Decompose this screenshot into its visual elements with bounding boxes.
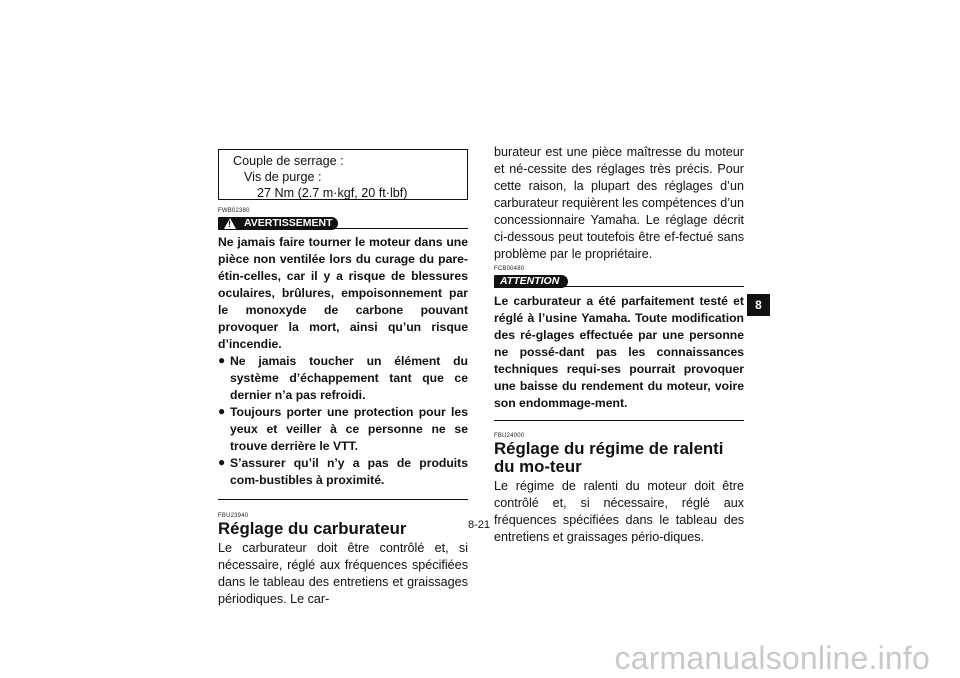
torque-value: 27 Nm (2.7 m·kgf, 20 ft·lbf) <box>257 186 408 200</box>
section-code: FBU24000 <box>494 433 525 439</box>
warning-banner <box>218 217 468 230</box>
watermark: carmanualsonline.info <box>614 640 930 676</box>
attention-banner <box>494 275 744 288</box>
section-body-continued: burateur est une pièce maîtresse du moteur et né-cessite des réglages très précis. Pour cette raison, la plupart des réglages d’un carburateur requièrent les compétences d’un concessionnaire Yamaha. Le réglage décrit ci-dessous peut toutefois être ef-fectué sans problème par le propriétaire. <box>494 145 744 261</box>
section-body: Le régime de ralenti du moteur doit être contrôlé et, si nécessaire, réglé aux fréquences spécifiées dans le tableau des entretiens et graissages pério-diques. <box>494 479 744 544</box>
warning-code: FWB02380 <box>218 208 250 214</box>
attention-end-rule <box>494 420 744 421</box>
bullet-icon: ● <box>218 353 226 367</box>
warning-bullet: ● Toujours porter une protection pour les yeux et veiller à ce personne ne se trouve derrière le VTT. <box>218 404 468 453</box>
attention-code: FCB00480 <box>494 266 525 272</box>
section-code: FBU23940 <box>218 513 249 519</box>
section-title: Réglage du carburateur <box>218 519 407 538</box>
left-column <box>218 149 468 608</box>
torque-spec-box <box>218 149 468 200</box>
bullet-icon: ● <box>218 404 226 418</box>
warning-bullet: ● S’assurer qu’il n’y a pas de produits com-bustibles à proximité. <box>218 455 468 487</box>
bullet-icon: ● <box>218 455 226 469</box>
right-column <box>494 145 744 546</box>
section-title: Réglage du régime de ralenti du mo-teur <box>494 439 724 476</box>
warning-intro: Ne jamais faire tourner le moteur dans une pièce non ventilée lors du curage du pare-étin-celles, car il y a risque de blessures oculaires, brûlures, empoisonnement par le monoxyde de carbone pouvant provoquer la mort, ainsi qu’un risque d’incendie. <box>218 235 468 351</box>
warning-triangle-icon <box>224 218 236 229</box>
chapter-tab: 8 <box>747 294 770 316</box>
warning-label: AVERTISSEMENT <box>244 217 333 229</box>
attention-label: ATTENTION <box>494 275 568 288</box>
page-number: 8-21 <box>468 519 491 531</box>
warning-bullet: ● Ne jamais toucher un élément du système d’échappement tant que ce dernier n’a pas refroidi. <box>218 353 468 402</box>
attention-text: Le carburateur a été parfaitement testé et réglé à l’usine Yamaha. Toute modification des ré-glages effectuée par une personne ne possé-dant pas les connaissances techniques requi-ses pourrait provoquer une baisse du rendement du moteur, voire son endommage-ment. <box>494 294 744 410</box>
torque-item: Vis de purge : <box>244 170 322 184</box>
section-body: Le carburateur doit être contrôlé et, si nécessaire, réglé aux fréquences spécifiées dans le tableau des entretiens et graissages périodiques. Le car- <box>218 541 468 606</box>
torque-label: Couple de serrage : <box>233 154 344 168</box>
warning-end-rule <box>218 499 468 500</box>
